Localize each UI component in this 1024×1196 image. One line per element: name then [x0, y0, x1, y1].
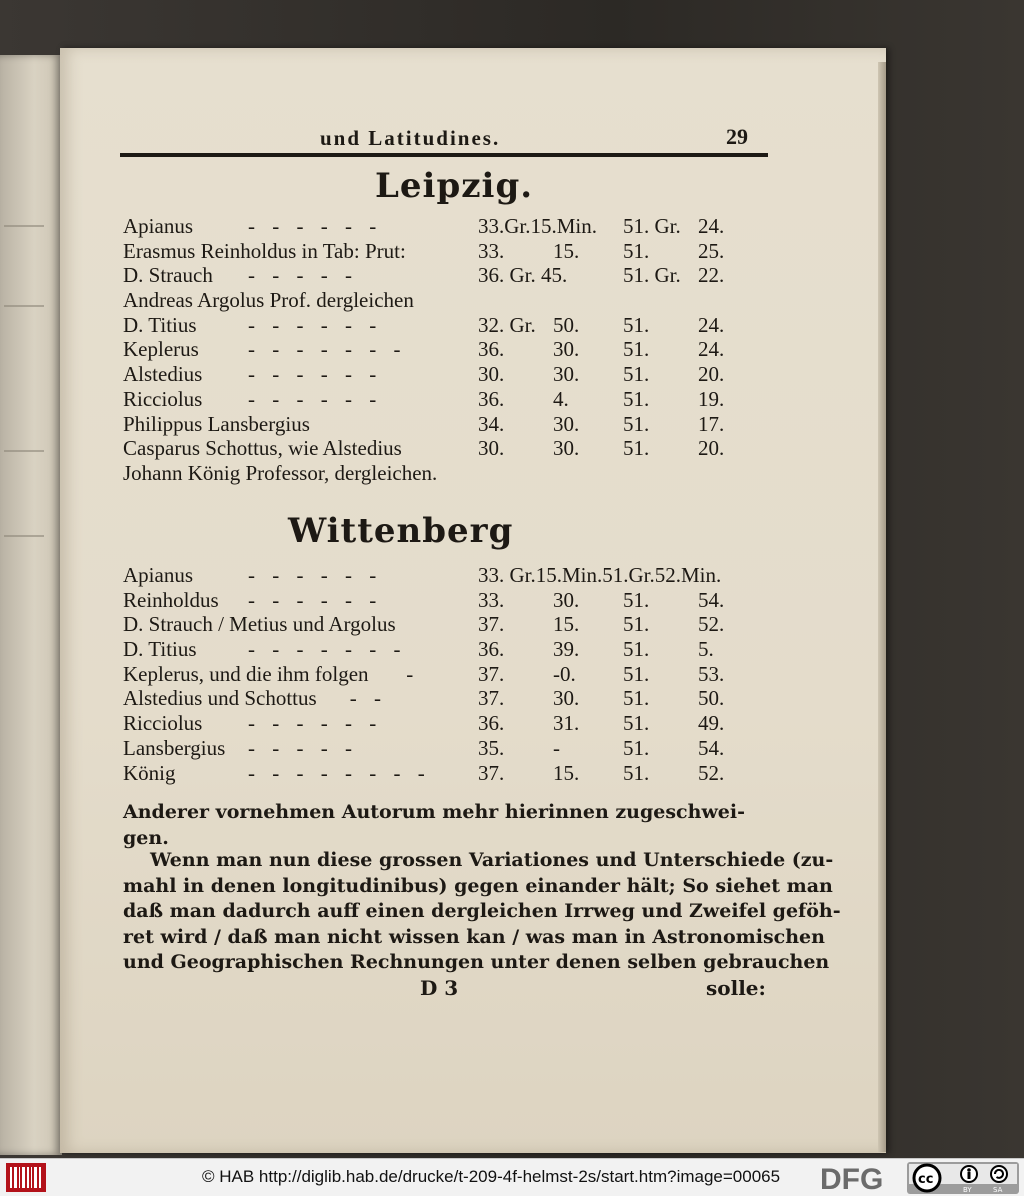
leader-dashes: - - - - - - [248, 214, 383, 238]
coordinate-value: 15. [553, 238, 580, 263]
author-name: D. Titius [123, 312, 197, 337]
left-page-edge [0, 55, 62, 1155]
coordinate-value: 30. [553, 362, 580, 387]
leader-dashes: - - - - - - - - [248, 760, 431, 785]
text-line: Anderer vornehmen Autorum mehr hierinnen zugeschwei- [123, 801, 745, 823]
leader-dashes: - - [349, 686, 388, 711]
table-row [123, 637, 773, 662]
wittenberg-table [123, 563, 773, 785]
coordinate-value: 24. [698, 214, 725, 238]
cc-license-icon[interactable] [907, 1162, 1019, 1194]
coordinate-value: 35. [478, 735, 505, 760]
dfg-logo [818, 1162, 904, 1194]
leader-dashes: - [406, 661, 420, 686]
coordinate-value: - [553, 735, 560, 760]
coordinate-value: 37. [478, 612, 505, 637]
text-line: ret wird / daß man nicht wissen kan / was man in Astronomischen [123, 925, 825, 948]
paragraph-variations [123, 848, 841, 976]
coordinate-value: 20. [698, 362, 725, 387]
coordinate-value: 33. [478, 587, 505, 612]
coordinate-value: 32. Gr. [478, 312, 536, 337]
coordinate-value: 50. [553, 312, 580, 337]
cc-by-label: BY [963, 1186, 972, 1194]
coordinate-value: 54. [698, 735, 725, 760]
author-name: Keplerus [123, 337, 199, 362]
coordinate-value: 51. [623, 362, 650, 387]
footer-bar [0, 1158, 1024, 1196]
coordinate-value: 51. [623, 312, 650, 337]
author-name: Johann König Professor, dergleichen. [123, 460, 438, 485]
table-row [123, 461, 773, 486]
coordinate-value: 52. [698, 612, 725, 637]
author-name: D. Strauch / Metius und Argolus [123, 612, 396, 637]
leader-dashes: - - - - - - - [248, 637, 407, 662]
table-row [123, 313, 773, 338]
table-row [123, 711, 773, 736]
coordinate-value: 22. [698, 263, 725, 288]
coordinate-value: 37. [478, 686, 505, 711]
leader-dashes: - - - - - [248, 263, 358, 288]
author-name: Alstedius und Schottus [123, 686, 317, 711]
table-row [123, 736, 773, 761]
coordinate-value: 49. [698, 711, 725, 736]
table-row [123, 588, 773, 613]
table-row [123, 337, 773, 362]
svg-text:cc: cc [918, 1172, 934, 1187]
coordinate-value: 51. Gr. [623, 263, 681, 288]
leader-dashes: - - - - - - [248, 386, 383, 411]
coordinate-value: 51. [623, 735, 650, 760]
table-row [123, 288, 773, 313]
leader-dashes: - - - - - - - [248, 337, 407, 362]
table-row [123, 761, 773, 786]
page-number: 29 [726, 124, 748, 149]
coordinate-value: -0. [553, 661, 576, 686]
coordinate-value: 51. Gr. [623, 214, 681, 238]
coordinate-value: 34. [478, 411, 505, 436]
coordinate-value: 51. [623, 238, 650, 263]
table-row [123, 362, 773, 387]
leipzig-table [123, 214, 773, 486]
coordinate-value: 51. [623, 711, 650, 736]
heading-wittenberg: Wittenberg [288, 511, 514, 551]
table-row [123, 612, 773, 637]
coordinate-value: 36. Gr. 45. [478, 263, 568, 288]
page-edge [878, 62, 886, 1152]
coordinate-value: 36. [478, 637, 505, 662]
table-row [123, 563, 773, 588]
author-name: Ricciolus [123, 711, 203, 736]
coordinate-value: 51. [623, 637, 650, 662]
signature-mark: D 3 [420, 976, 459, 1000]
author-name: Casparus Schottus, wie Alstedius [123, 436, 402, 461]
coordinate-value: 51. [623, 686, 650, 711]
coordinate-value: 15. [553, 760, 580, 785]
cc-sa-label: SA [993, 1186, 1003, 1194]
coordinate-value: 5. [698, 637, 714, 662]
text-line: und Geographischen Rechnungen unter denen selben gebrauchen [123, 951, 830, 973]
author-name: Andreas Argolus Prof. dergleichen [123, 288, 414, 313]
coordinate-value: 24. [698, 312, 725, 337]
author-name: Alstedius [123, 362, 203, 387]
table-row [123, 387, 773, 412]
header-rule [120, 153, 768, 157]
dfg-logo-text: DFG [820, 1163, 884, 1194]
coordinate-value: 30. [553, 587, 580, 612]
text-line: Wenn man nun diese grossen Variationes und Unterschiede (zu- [150, 849, 834, 871]
author-name: König [123, 760, 176, 785]
leader-dashes: - - - - - - [248, 711, 383, 736]
coordinate-value: 53. [698, 661, 725, 686]
catchword: solle: [706, 976, 766, 1000]
text-line: daß man dadurch auff einen dergleichen Irrweg und Zweifel geföh- [123, 900, 841, 922]
coordinate-value: 52. [698, 760, 725, 785]
coordinate-value: 33.Gr.15.Min. [478, 214, 598, 238]
table-row [123, 662, 773, 687]
coordinate-value: 19. [698, 386, 725, 411]
coordinate-value: 30. [553, 436, 580, 461]
coordinate-value: 36. [478, 711, 505, 736]
book-page [60, 48, 886, 1153]
coordinate-value: 37. [478, 661, 505, 686]
table-row [123, 686, 773, 711]
coordinate-value: 50. [698, 686, 725, 711]
coordinate-value: 4. [553, 386, 569, 411]
table-row [123, 239, 773, 264]
coordinate-value: 51. [623, 760, 650, 785]
leader-dashes: - - - - - [248, 735, 358, 760]
coordinate-value: 51. [623, 337, 650, 362]
coordinate-value: 30. [553, 686, 580, 711]
coordinate-value: 25. [698, 238, 725, 263]
leader-dashes: - - - - - - [248, 587, 383, 612]
coordinate-value: 30. [478, 362, 505, 387]
coordinate-value: 30. [478, 436, 505, 461]
author-name: Keplerus, und die ihm folgen [123, 661, 369, 686]
coordinate-value: 30. [553, 411, 580, 436]
author-name: D. Titius [123, 637, 197, 662]
coordinate-value: 39. [553, 637, 580, 662]
paragraph-omission [123, 800, 783, 851]
leader-dashes: - - - - - - [248, 362, 383, 387]
coordinate-value: 24. [698, 337, 725, 362]
coordinate-value: 20. [698, 436, 725, 461]
heading-leipzig: Leipzig. [375, 166, 534, 206]
coordinate-value: 36. [478, 386, 505, 411]
text-line: gen. [123, 826, 169, 849]
text-line: mahl in denen longitudinibus) gegen einander hält; So siehet man [123, 874, 833, 897]
author-name: Philippus Lansbergius [123, 411, 310, 436]
coordinate-value: 33. Gr.15.Min.51.Gr.52.Min. [478, 563, 722, 587]
table-row [123, 412, 773, 437]
coordinate-value: 17. [698, 411, 725, 436]
author-name: Erasmus Reinholdus in Tab: Prut: [123, 238, 406, 263]
coordinate-value: 51. [623, 411, 650, 436]
coordinate-value: 51. [623, 612, 650, 637]
coordinate-value: 51. [623, 661, 650, 686]
coordinate-value: 37. [478, 760, 505, 785]
coordinate-value: 36. [478, 337, 505, 362]
leader-dashes: - - - - - - [248, 312, 383, 337]
coordinate-value: 54. [698, 587, 725, 612]
author-name: Reinholdus [123, 587, 219, 612]
table-row [123, 436, 773, 461]
coordinate-value: 31. [553, 711, 580, 736]
coordinate-value: 30. [553, 337, 580, 362]
author-name: D. Strauch [123, 263, 213, 288]
author-name: Ricciolus [123, 386, 203, 411]
author-name: Apianus [123, 563, 193, 587]
coordinate-value: 51. [623, 436, 650, 461]
coordinate-value: 51. [623, 386, 650, 411]
running-head: und Latitudines. [320, 126, 501, 150]
coordinate-value: 15. [553, 612, 580, 637]
coordinate-value: 33. [478, 238, 505, 263]
leader-dashes: - - - - - - [248, 563, 383, 587]
author-name: Lansbergius [123, 735, 226, 760]
coordinate-value: 51. [623, 587, 650, 612]
table-row [123, 214, 773, 239]
barcode-icon [6, 1163, 46, 1192]
table-row [123, 263, 773, 288]
author-name: Apianus [123, 214, 193, 238]
copyright-url[interactable]: © HAB http://diglib.hab.de/drucke/t-209-4f-helmst-2s/start.htm?image=00065 [202, 1167, 781, 1186]
